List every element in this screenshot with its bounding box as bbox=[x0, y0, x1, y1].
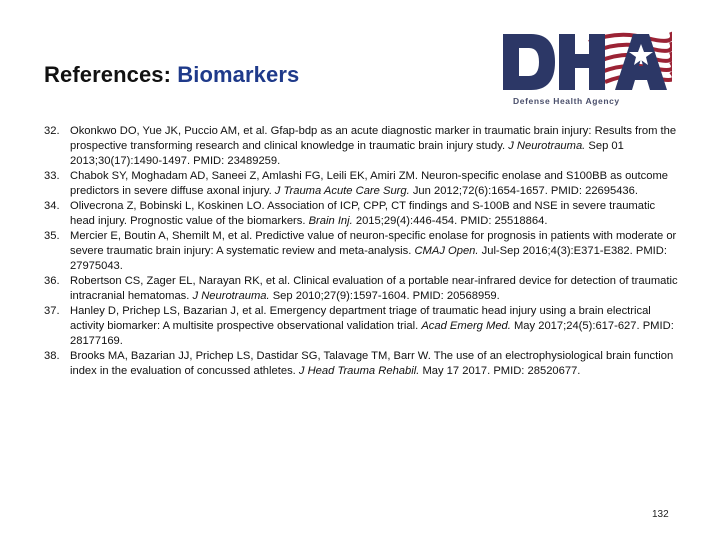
reference-text: Hanley D, Prichep LS, Bazarian J, et al. Emergency department triage of traumatic head injury using a brain electrical activity biomarker: A multisite prospective observational validation trial. Acad Emerg Med. May 2017;24(5):617-627. PMID: 28177169. bbox=[70, 305, 674, 347]
reference-item bbox=[44, 274, 680, 304]
logo-agency-name: Defense Health Agency bbox=[513, 96, 620, 106]
reference-item bbox=[44, 199, 680, 229]
reference-text: Brooks MA, Bazarian JJ, Prichep LS, Dastidar SG, Talavage TM, Barr W. The use of an electrophysiological brain function index in the evaluation of concussed athletes. J Head Trauma Rehabil. May 17 2017. PMID: 28520677. bbox=[70, 350, 674, 377]
reference-number: 33. bbox=[44, 170, 60, 182]
reference-number: 38. bbox=[44, 350, 60, 362]
reference-item bbox=[44, 124, 680, 169]
reference-text: Okonkwo DO, Yue JK, Puccio AM, et al. Gfap-bdp as an acute diagnostic marker in traumatic brain injury: Results from the prospective transforming research and clinical knowledge in traumatic brain injury study. J Neurotrauma. Sep 01 2013;30(17):1490-1497. PMID: 23489259. bbox=[70, 125, 677, 167]
reference-journal: J Neurotrauma. bbox=[192, 290, 270, 302]
reference-journal: J Head Trauma Rehabil. bbox=[298, 365, 420, 377]
reference-journal: J Trauma Acute Care Surg. bbox=[274, 185, 410, 197]
reference-item bbox=[44, 304, 680, 349]
reference-journal: Acad Emerg Med. bbox=[421, 320, 511, 332]
reference-item bbox=[44, 229, 680, 274]
reference-text: Robertson CS, Zager EL, Narayan RK, et al. Clinical evaluation of a portable near-infrared device for detection of traumatic intracranial hematomas. J Neurotrauma. Sep 2010;27(9):1597-1604. PMID: 20568959. bbox=[70, 275, 678, 302]
slide-title bbox=[44, 62, 299, 88]
reference-item bbox=[44, 349, 680, 379]
title-highlight: Biomarkers bbox=[177, 62, 300, 87]
reference-item bbox=[44, 169, 680, 199]
reference-number: 36. bbox=[44, 275, 60, 287]
reference-number: 34. bbox=[44, 200, 60, 212]
page-number: 132 bbox=[652, 509, 669, 520]
reference-text: Mercier E, Boutin A, Shemilt M, et al. Predictive value of neuron-specific enolase for prognosis in patients with moderate or severe traumatic brain injury: A systematic review and meta-analysis. CMAJ Open. Jul-Sep 2016;4(3):E371-E382. PMID: 27975043. bbox=[70, 230, 677, 272]
reference-list bbox=[44, 124, 680, 379]
dha-logo-mark bbox=[497, 20, 672, 96]
reference-text: Olivecrona Z, Bobinski L, Koskinen LO. Association of ICP, CPP, CT findings and S-100B and NSE in severe traumatic head injury. Prognostic value of the biomarkers. Brain Inj. 2015;29(4):446-454. PMID: 25518864. bbox=[70, 200, 656, 227]
reference-number: 37. bbox=[44, 305, 60, 317]
reference-number: 32. bbox=[44, 125, 60, 137]
reference-journal: CMAJ Open. bbox=[414, 245, 479, 257]
reference-journal: Brain Inj. bbox=[308, 215, 353, 227]
title-prefix: References: bbox=[44, 62, 178, 87]
reference-journal: J Neurotrauma. bbox=[508, 140, 586, 152]
reference-text: Chabok SY, Moghadam AD, Saneei Z, Amlashi FG, Leili EK, Amiri ZM. Neuron-specific enolase and S100BB as outcome predictors in severe diffuse axonal injury. J Trauma Acute Care Surg. Jun 2012;72(6):1654-1657. PMID: 22695436. bbox=[70, 170, 668, 197]
reference-number: 35. bbox=[44, 230, 60, 242]
